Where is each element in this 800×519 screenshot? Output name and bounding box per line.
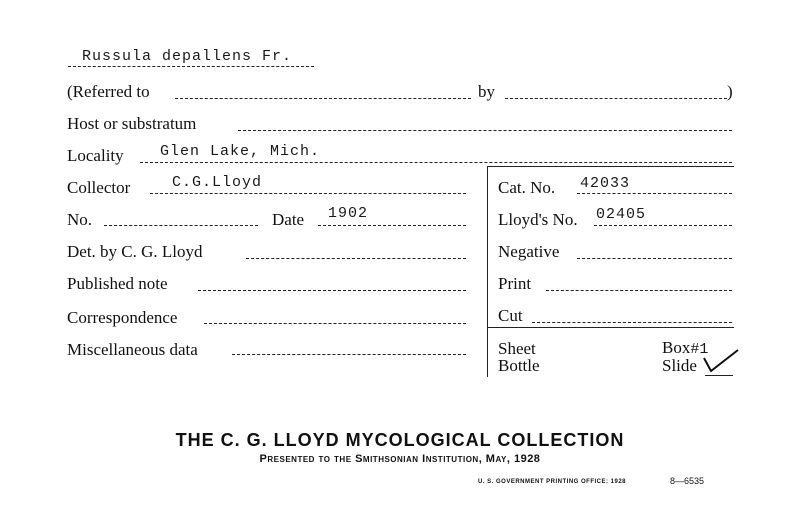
misc-label: Miscellaneous data	[67, 340, 198, 359]
bottle-label: Bottle	[498, 356, 540, 375]
print-label: Print	[498, 274, 532, 293]
collector-label: Collector	[67, 178, 131, 197]
correspondence-label: Correspondence	[67, 308, 178, 327]
cut-line	[532, 322, 732, 323]
cat-no-line	[577, 193, 732, 194]
lloyds-no-label: Lloyd's No.	[498, 210, 578, 229]
cut-label: Cut	[498, 306, 523, 325]
collection-subtitle: Presented to the Smithsonian Institution, May, 1928	[259, 453, 541, 465]
cat-no-label: Cat. No.	[498, 178, 556, 197]
no-label: No.	[67, 210, 93, 229]
slide-line	[705, 375, 733, 376]
print-line	[546, 290, 732, 291]
referred-to-line	[175, 98, 471, 99]
checkmark-icon	[702, 346, 742, 376]
no-line	[104, 225, 258, 226]
published-line	[198, 290, 466, 291]
date-label: Date	[272, 210, 305, 229]
date-line	[318, 225, 466, 226]
collection-title: THE C. G. LLOYD MYCOLOGICAL COLLECTION	[175, 430, 625, 450]
printing-office-note: U. S. GOVERNMENT PRINTING OFFICE: 1928	[478, 479, 627, 485]
species-name: Russula depallens Fr.	[82, 48, 293, 65]
box-value: #1	[690, 341, 709, 358]
form-code: 8—6535	[670, 476, 705, 486]
det-line	[246, 258, 466, 259]
locality-line	[140, 162, 732, 163]
correspondence-line	[204, 323, 466, 324]
referred-to-label: (Referred to	[67, 82, 150, 101]
det-label: Det. by C. G. Lloyd	[67, 242, 203, 261]
cut-row-divider	[488, 327, 734, 328]
published-label: Published note	[67, 274, 168, 293]
collector-value: C.G.Lloyd	[172, 174, 263, 191]
host-line	[238, 130, 732, 131]
cat-no-value: 42033	[580, 175, 631, 192]
lloyds-no-line	[594, 225, 732, 226]
sheet-label: Sheet	[498, 339, 536, 358]
box-label-text: Box	[662, 338, 691, 357]
slide-label: Slide	[662, 356, 697, 375]
locality-label: Locality	[67, 146, 124, 165]
misc-line	[232, 354, 466, 355]
by-label: by	[478, 82, 495, 101]
close-paren: )	[727, 82, 733, 101]
lloyds-no-value: 02405	[596, 206, 647, 223]
date-value: 1902	[328, 205, 369, 222]
locality-value: Glen Lake, Mich.	[160, 143, 321, 160]
host-label: Host or substratum	[67, 114, 197, 133]
negative-label: Negative	[498, 242, 560, 261]
collector-line	[150, 193, 466, 194]
negative-line	[577, 258, 732, 259]
species-line	[68, 66, 314, 67]
by-line	[505, 98, 727, 99]
